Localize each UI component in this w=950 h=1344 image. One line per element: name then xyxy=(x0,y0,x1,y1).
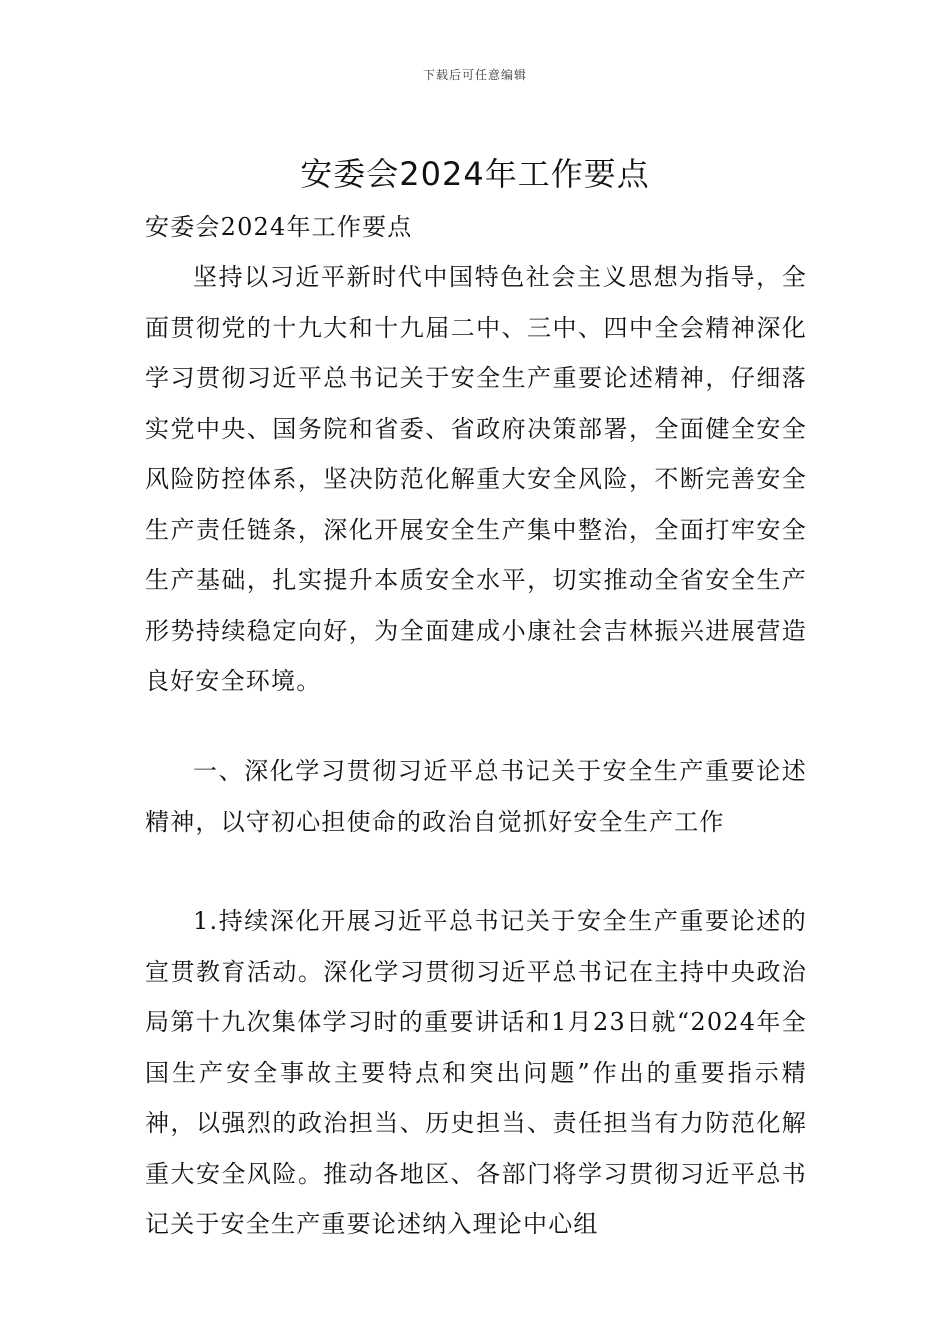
document-title: 安委会2024年工作要点 xyxy=(300,155,650,194)
document-subtitle: 安委会2024年工作要点 xyxy=(145,213,413,241)
intro-paragraph: 坚持以习近平新时代中国特色社会主义思想为指导，全面贯彻党的十九大和十九届二中、三中、四中全会精神深化学习贯彻习近平总书记关于安全生产重要论述精神，仔细落实党中央、国务院和省委、省政府决策部署，全面健全安全风险防控体系，坚决防范化解重大安全风险，不断完善安全生产责任链条，深化开展安全生产集中整治，全面打牢安全生产基础，扎实提升本质安全水平，切实推动全省安全生产形势持续稳定向好，为全面建成小康社会吉林振兴进展营造良好安全环境。 xyxy=(145,263,807,695)
section-heading-1: 一、深化学习贯彻习近平总书记关于安全生产重要论述精神，以守初心担使命的政治自觉抓好安全生产工作 xyxy=(145,757,807,836)
item-paragraph-1: 1.持续深化开展习近平总书记关于安全生产重要论述的宣贯教育活动。深化学习贯彻习近平总书记在主持中央政治局第十九次集体学习时的重要讲话和1月23日就“2024年全国生产安全事故主要特点和突出问题”作出的重要指示精神，以强烈的政治担当、历史担当、责任担当有力防范化解重大安全风险。推动各地区、各部门将学习贯彻习近平总书记关于安全生产重要论述纳入理论中心组 xyxy=(145,907,807,1238)
header-note: 下载后可任意编辑 xyxy=(422,68,527,82)
